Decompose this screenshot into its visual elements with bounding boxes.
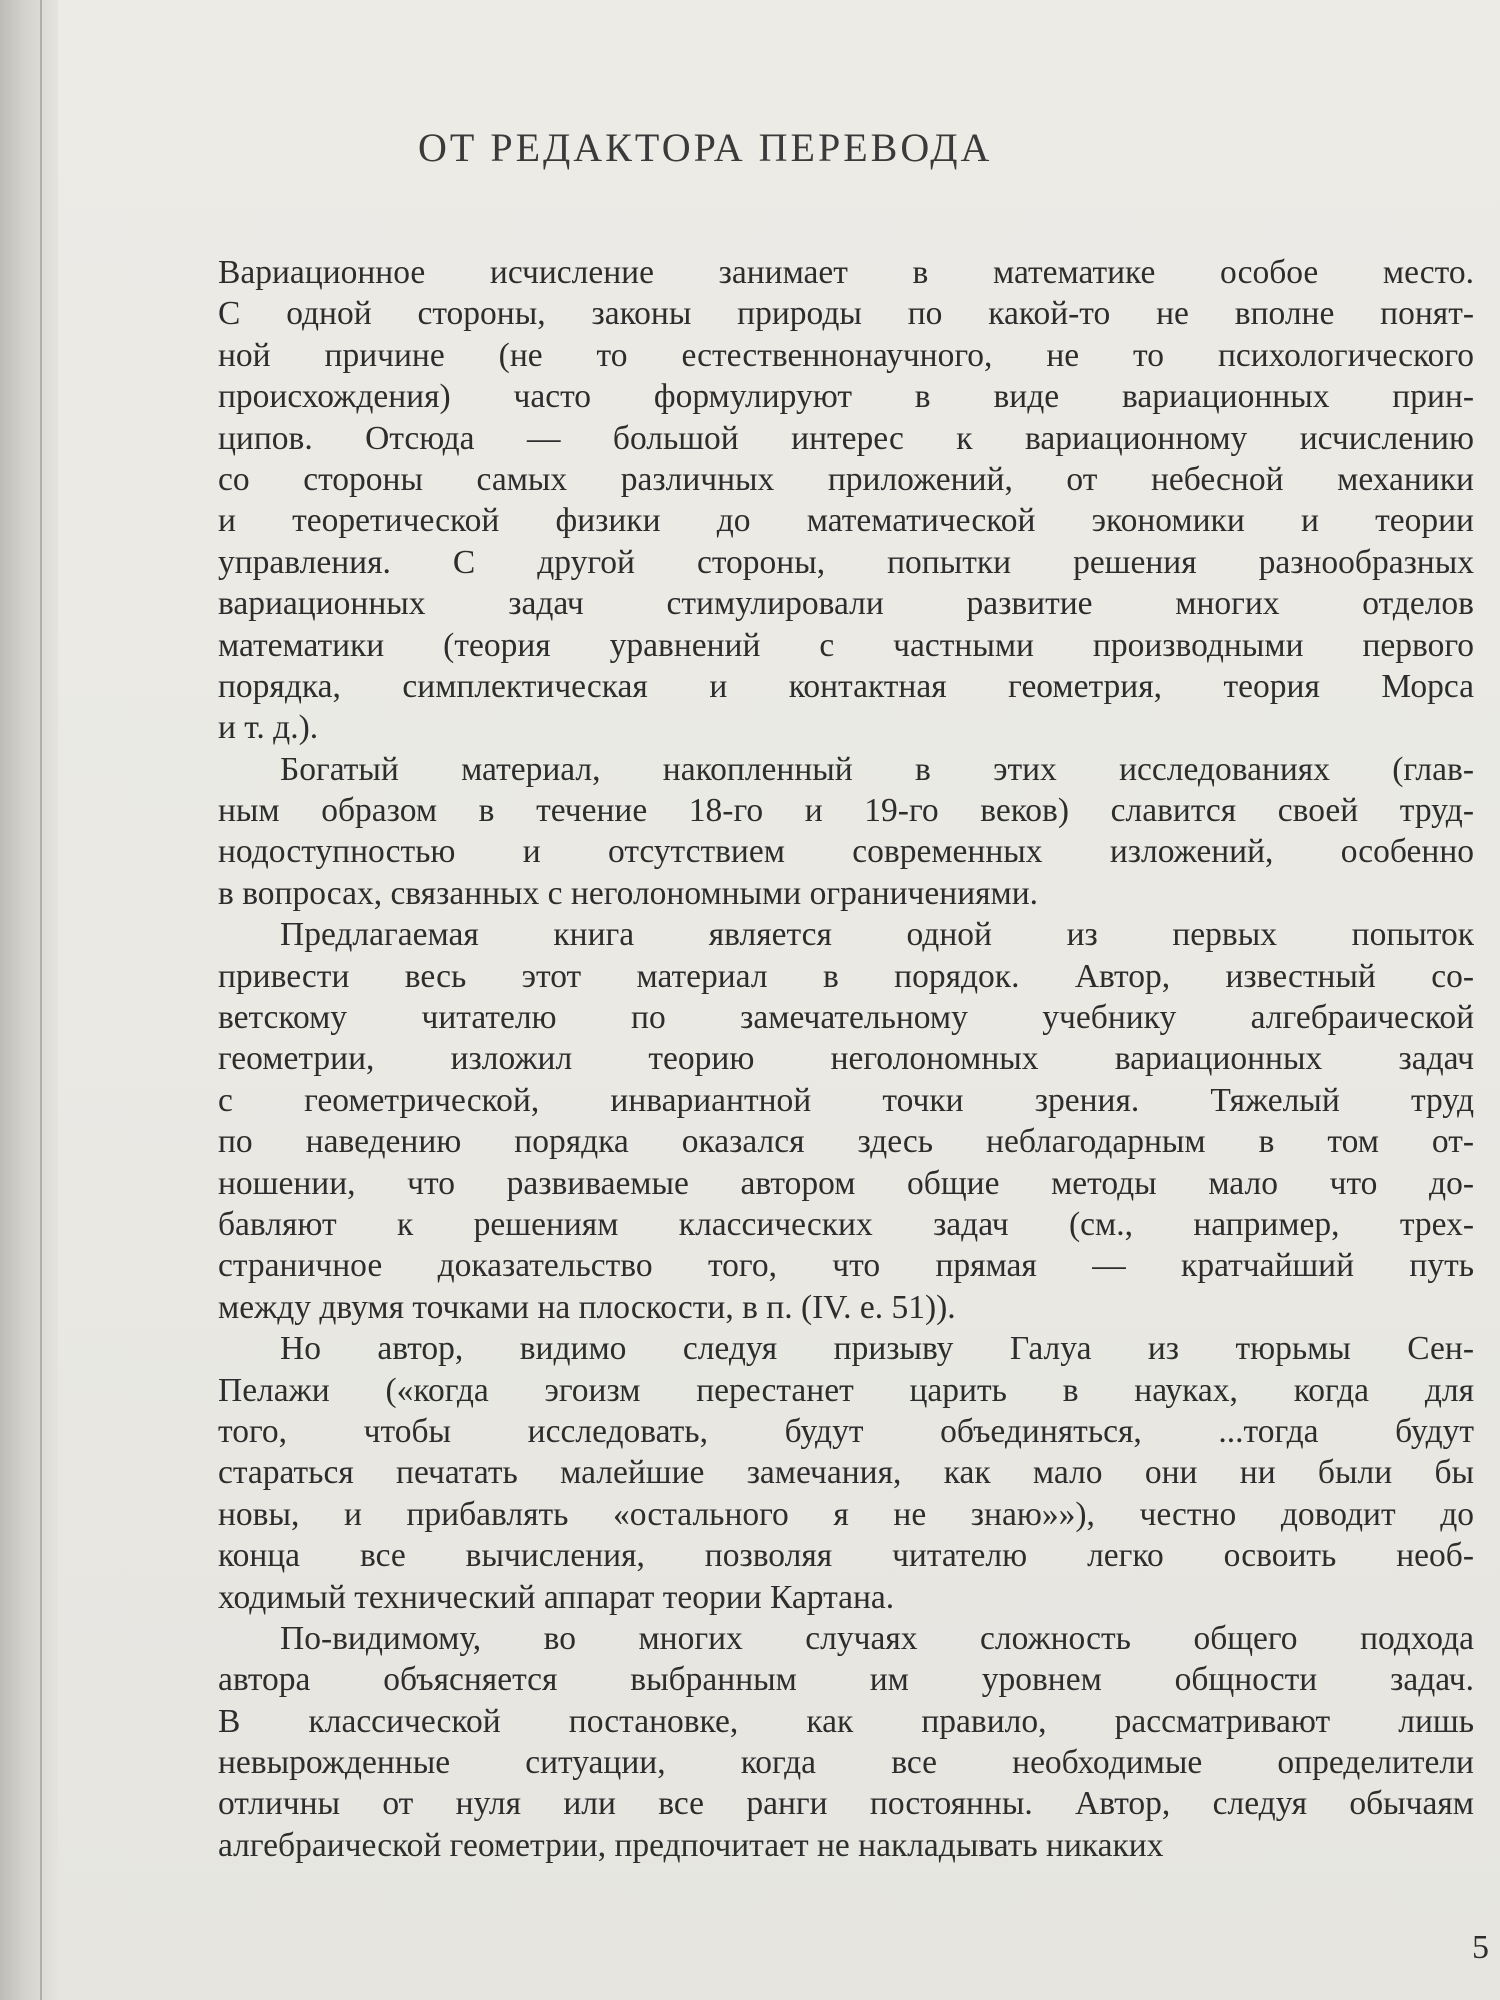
text-line: Пелажи («когда эгоизм перестанет царить в науках, когда для — [218, 1371, 1474, 1409]
text-line: стараться печатать малейшие замечания, как мало они ни были бы — [218, 1454, 1474, 1492]
text-line: По-видимому, во многих случаях сложность общего подхода — [280, 1619, 1474, 1657]
text-line: со стороны самых различных приложений, от небесной механики — [218, 460, 1474, 498]
text-line: новы, и прибавлять «остального я не знаю»»), честно доводит до — [218, 1495, 1474, 1533]
text-line: с геометрической, инвариантной точки зрения. Тяжелый труд — [218, 1081, 1474, 1119]
text-line: в вопросах, связанных с неголономными ограничениями. — [218, 874, 1039, 912]
text-line: бавляют к решениям классических задач (см., например, трех- — [218, 1205, 1474, 1243]
text-line: и теоретической физики до математической экономики и теории — [218, 502, 1474, 540]
paragraph — [218, 252, 1474, 749]
text-line: алгебраической геометрии, предпочитает не накладывать никаких — [218, 1826, 1164, 1864]
paragraph — [218, 1618, 1474, 1866]
paragraph — [218, 749, 1474, 915]
text-line: нодоступностью и отсутствием современных изложений, особенно — [218, 833, 1474, 871]
body-text — [218, 252, 1474, 1866]
text-line: происхождения) часто формулируют в виде вариационных прин- — [218, 378, 1474, 416]
text-line: С одной стороны, законы природы по какой-то не вполне понят- — [218, 295, 1474, 333]
text-line: порядка, симплектическая и контактная геометрия, теория Морса — [218, 667, 1474, 705]
page-number: 5 — [1472, 1929, 1489, 1966]
text-line: ношении, что развиваемые автором общие методы мало что до- — [218, 1164, 1474, 1202]
text-line: ным образом в течение 18-го и 19-го веков) славится своей труд- — [218, 792, 1474, 830]
text-line: привести весь этот материал в порядок. Автор, известный со- — [218, 957, 1474, 995]
text-line: ходимый технический аппарат теории Картана. — [218, 1578, 895, 1616]
text-line: того, чтобы исследовать, будут объединяться, ...тогда будут — [218, 1412, 1474, 1450]
text-line: и т. д.). — [218, 709, 319, 747]
text-line: Вариационное исчисление занимает в математике особое место. — [218, 254, 1474, 291]
page-fold-line — [40, 0, 42, 2000]
text-line: Предлагаемая книга является одной из первых попыток — [280, 916, 1474, 954]
text-line: управления. С другой стороны, попытки решения разнообразных — [218, 543, 1474, 581]
text-line: страничное доказательство того, что прямая — кратчайший путь — [218, 1247, 1474, 1285]
text-line: ветскому читателю по замечательному учебнику алгебраической — [218, 999, 1474, 1037]
paragraph — [218, 1328, 1474, 1618]
text-line: ной причине (не то естественнонаучного, не то психологического — [218, 336, 1474, 374]
text-line: Богатый материал, накопленный в этих исследованиях (глав- — [280, 750, 1474, 788]
text-line: отличны от нуля или все ранги постоянны. Автор, следуя обычаям — [218, 1785, 1474, 1823]
text-line: В классической постановке, как правило, рассматривают лишь — [218, 1702, 1474, 1740]
text-line: Но автор, видимо следуя призыву Галуа из тюрьмы Сен- — [280, 1330, 1474, 1368]
text-line: геометрии, изложил теорию неголономных вариационных задач — [218, 1040, 1474, 1078]
book-gutter — [0, 0, 58, 2000]
text-line: ципов. Отсюда — большой интерес к вариационному исчислению — [218, 419, 1474, 457]
book-page — [58, 0, 1500, 2000]
text-line: невырожденные ситуации, когда все необходимые определители — [218, 1744, 1474, 1782]
text-line: по наведению порядка оказался здесь неблагодарным в том от- — [218, 1123, 1474, 1161]
page-title: ОТ РЕДАКТОРА ПЕРЕВОДА — [418, 125, 993, 170]
text-line: конца все вычисления, позволяя читателю легко освоить необ- — [218, 1537, 1474, 1575]
text-line: вариационных задач стимулировали развитие многих отделов — [218, 585, 1474, 623]
text-line: математики (теория уравнений с частными производными первого — [218, 626, 1474, 664]
paragraph — [218, 914, 1474, 1328]
text-line: между двумя точками на плоскости, в п. (IV. е. 51)). — [218, 1288, 956, 1326]
text-line: автора объясняется выбранным им уровнем общности задач. — [218, 1661, 1474, 1699]
